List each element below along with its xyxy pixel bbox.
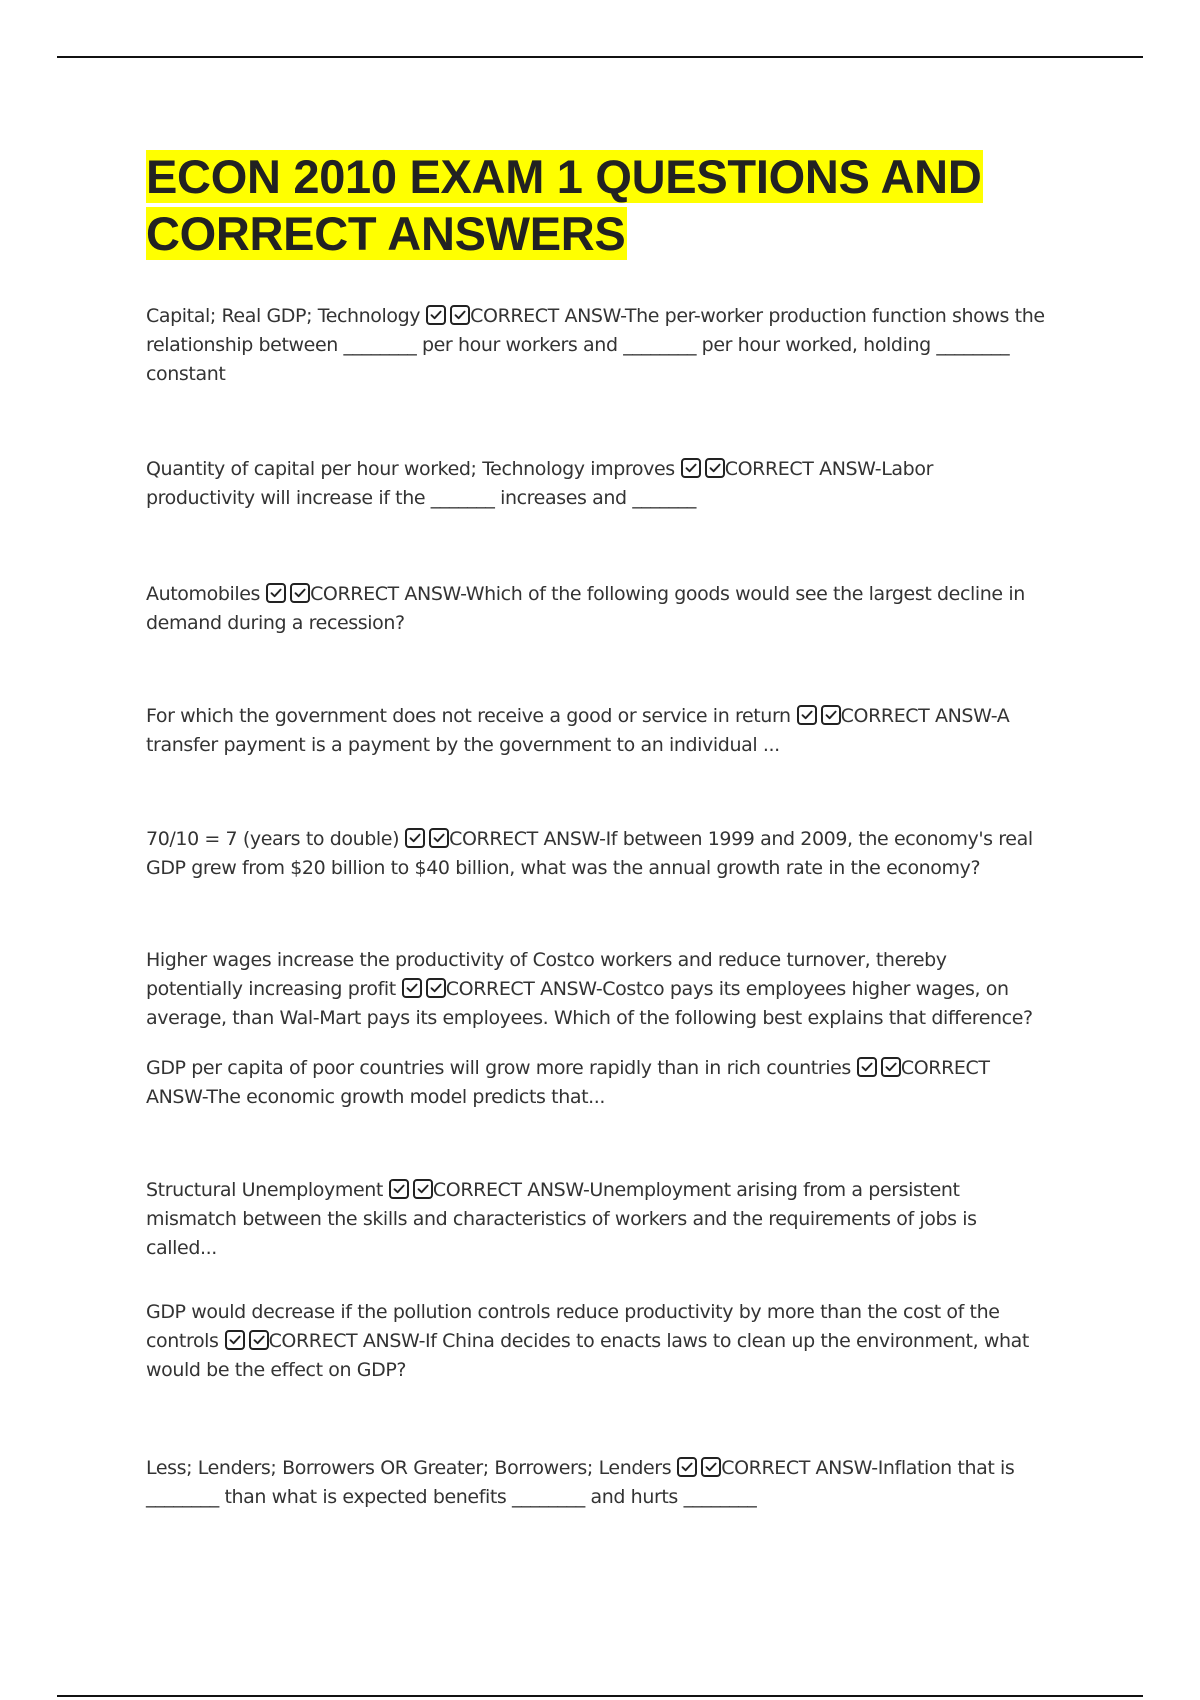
- checkbox-checked-icon: [450, 305, 470, 325]
- title-line-1: ECON 2010 EXAM 1 QUESTIONS AND: [146, 150, 982, 203]
- checkbox-checked-icon: [857, 1057, 877, 1077]
- qa-answer: Structural Unemployment: [146, 1179, 383, 1201]
- bottom-rule: [57, 1695, 1143, 1697]
- qa-prompt: CORRECT ANSW-Which of the following goods would see the largest decline in demand during a recession?: [146, 583, 1025, 634]
- qa-answer: Capital; Real GDP; Technology: [146, 305, 421, 327]
- qa-item: [146, 1176, 1046, 1263]
- qa-answer: For which the government does not receive a good or service in return: [146, 705, 791, 727]
- checkbox-checked-icon: [405, 828, 425, 848]
- qa-prompt: CORRECT ANSW-If between 1999 and 2009, the economy's real GDP grew from $20 billion to $40 billion, what was the annual growth rate in the economy?: [146, 828, 1033, 879]
- qa-answer: Quantity of capital per hour worked; Technology improves: [146, 458, 675, 480]
- qa-item: [146, 1054, 1046, 1112]
- qa-answer: GDP would decrease if the pollution controls reduce productivity by more than the cost of the controls: [146, 1301, 1000, 1352]
- checkbox-checked-icon: [413, 1179, 433, 1199]
- qa-item: [146, 302, 1046, 389]
- qa-prompt: CORRECT ANSW-If China decides to enacts laws to clean up the environment, what would be the effect on GDP?: [146, 1330, 1029, 1381]
- qa-item: [146, 580, 1046, 638]
- qa-answer: Higher wages increase the productivity of Costco workers and reduce turnover, thereby potentially increasing profit: [146, 949, 947, 1000]
- checkbox-checked-icon: [677, 1457, 697, 1477]
- qa-item: [146, 946, 1046, 1033]
- checkbox-checked-icon: [705, 458, 725, 478]
- checkbox-checked-icon: [881, 1057, 901, 1077]
- qa-item: [146, 1454, 1046, 1512]
- qa-prompt: CORRECT ANSW-A transfer payment is a payment by the government to an individual ...: [146, 705, 1010, 756]
- document-title: [146, 148, 983, 262]
- qa-item: [146, 702, 1046, 760]
- qa-answer: GDP per capita of poor countries will grow more rapidly than in rich countries: [146, 1057, 851, 1079]
- checkbox-checked-icon: [290, 583, 310, 603]
- checkbox-checked-icon: [701, 1457, 721, 1477]
- qa-prompt: CORRECT ANSW-The per-worker production function shows the relationship between ________ per hour workers and ________ per hour worked, holding ________ constant: [146, 305, 1045, 385]
- qa-prompt: CORRECT ANSW-Unemployment arising from a persistent mismatch between the skills and characteristics of workers and the requirements of jobs is called...: [146, 1179, 977, 1259]
- checkbox-checked-icon: [429, 828, 449, 848]
- qa-prompt: CORRECT ANSW-Costco pays its employees higher wages, on average, than Wal-Mart pays its employees. Which of the following best explains that difference?: [146, 978, 1033, 1029]
- checkbox-checked-icon: [821, 705, 841, 725]
- qa-answer: Less; Lenders; Borrowers OR Greater; Borrowers; Lenders: [146, 1457, 672, 1479]
- qa-item: [146, 1298, 1046, 1385]
- qa-item: [146, 455, 1046, 513]
- checkbox-checked-icon: [249, 1330, 269, 1350]
- qa-prompt: CORRECT ANSW-Inflation that is ________ than what is expected benefits ________ and hurts ________: [146, 1457, 1015, 1508]
- top-rule: [57, 56, 1143, 58]
- checkbox-checked-icon: [681, 458, 701, 478]
- checkbox-checked-icon: [266, 583, 286, 603]
- qa-prompt: CORRECT ANSW-Labor productivity will increase if the _______ increases and _______: [146, 458, 933, 509]
- checkbox-checked-icon: [426, 305, 446, 325]
- checkbox-checked-icon: [225, 1330, 245, 1350]
- qa-answer: Automobiles: [146, 583, 261, 605]
- title-line-2: CORRECT ANSWERS: [146, 207, 626, 260]
- checkbox-checked-icon: [797, 705, 817, 725]
- qa-answer: 70/10 = 7 (years to double): [146, 828, 400, 850]
- checkbox-checked-icon: [389, 1179, 409, 1199]
- checkbox-checked-icon: [402, 978, 422, 998]
- checkbox-checked-icon: [426, 978, 446, 998]
- qa-item: [146, 825, 1046, 883]
- qa-prompt: CORRECT ANSW-The economic growth model predicts that...: [146, 1057, 990, 1108]
